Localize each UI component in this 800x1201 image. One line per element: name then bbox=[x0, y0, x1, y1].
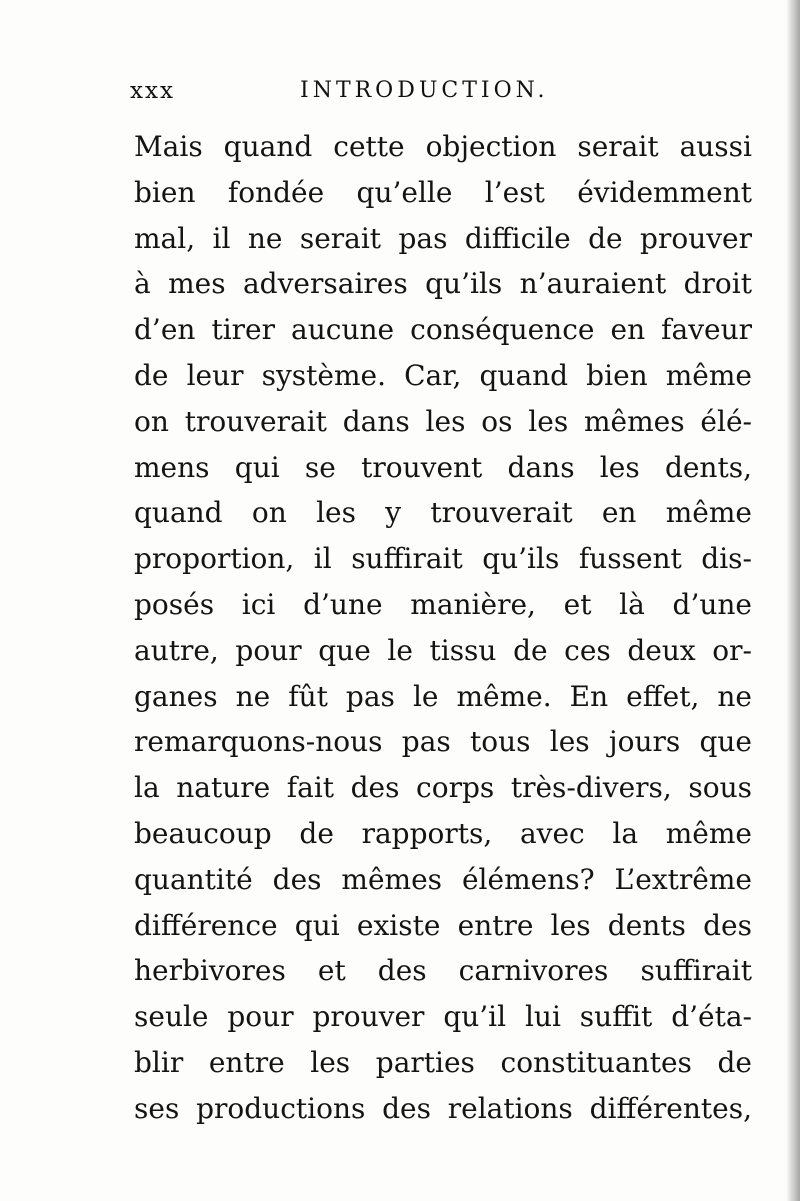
text-line: mal, il ne serait pas difficile de prouver bbox=[134, 221, 752, 255]
text-line: blir entre les parties constituantes de bbox=[134, 1045, 752, 1079]
running-title: INTRODUCTION. bbox=[300, 78, 549, 103]
text-line: la nature fait des corps très-divers, sous bbox=[134, 771, 752, 805]
text-line: seule pour prouver qu’il lui suffit d’éta- bbox=[134, 1000, 752, 1034]
text-line: on trouverait dans les os les mêmes élé- bbox=[134, 404, 752, 438]
text-line: à mes adversaires qu’ils n’auraient droit bbox=[134, 267, 752, 301]
text-line: de leur système. Car, quand bien même bbox=[134, 358, 752, 392]
text-line: quantité des mêmes élémens? L’extrême bbox=[134, 862, 752, 896]
text-line: différence qui existe entre les dents des bbox=[134, 908, 752, 942]
text-line: remarquons-nous pas tous les jours que bbox=[134, 725, 752, 759]
text-line: Mais quand cette objection serait aussi bbox=[134, 130, 752, 163]
text-line: bien fondée qu’elle l’est évidemment bbox=[134, 175, 752, 209]
text-line: quand on les y trouverait en même bbox=[134, 496, 752, 530]
text-line: posés ici d’une manière, et là d’une bbox=[134, 587, 752, 621]
text-line: mens qui se trouvent dans les dents, bbox=[134, 450, 752, 484]
page-edge-shadow bbox=[786, 0, 800, 1201]
text-line: ganes ne fût pas le même. En effet, ne bbox=[134, 679, 752, 713]
running-head bbox=[130, 78, 750, 118]
body-text bbox=[134, 124, 752, 1132]
text-line: proportion, il suffirait qu’ils fussent dis- bbox=[134, 542, 752, 576]
page-number: xxx bbox=[130, 78, 175, 104]
text-line: autre, pour que le tissu de ces deux or- bbox=[134, 633, 752, 667]
text-line: beaucoup de rapports, avec la même bbox=[134, 816, 752, 850]
text-line: herbivores et des carnivores suffirait bbox=[134, 954, 752, 988]
text-line: d’en tirer aucune conséquence en faveur bbox=[134, 313, 752, 347]
text-line: ses productions des relations différentes, bbox=[134, 1091, 752, 1125]
